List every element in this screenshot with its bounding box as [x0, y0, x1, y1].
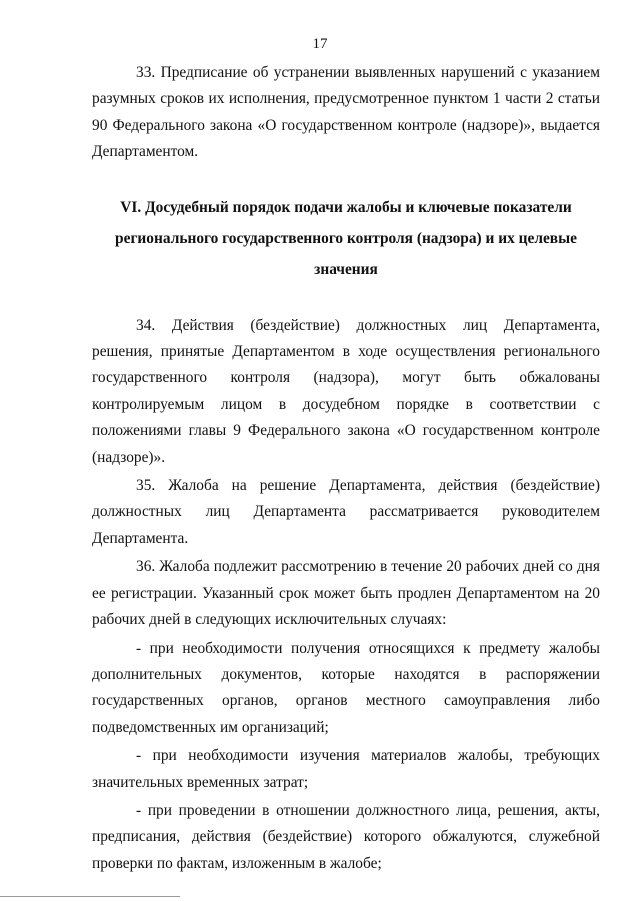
- list-item-study-materials: - при необходимости изучения материалов жалобы, требующих значительных временных затрат;: [92, 747, 600, 791]
- list-item-additional-documents: - при необходимости получения относящихся к предмету жалобы дополнительных документов, которые находятся в распоряжении государственных органов, органов местного самоуправления либо подведомственных им организаций;: [92, 639, 600, 736]
- paragraph-35: 35. Жалоба на решение Департамента, действия (бездействие) должностных лиц Департамента рассматривается руководителем Департамента.: [92, 477, 600, 547]
- paragraph-34: 34. Действия (бездействие) должностных лиц Департамента, решения, принятые Департаментом в ходе осуществления регионального государственного контроля (надзора), могут быть обжалованы контролируемым лицом в досудебном порядке в соответствии с положениями главы 9 Федерального закона «О государственном контроле (надзоре)».: [92, 316, 600, 466]
- footer-divider: [0, 896, 180, 897]
- page-number: 17: [312, 36, 328, 52]
- paragraph-36: 36. Жалоба подлежит рассмотрению в течение 20 рабочих дней со дня ее регистрации. Указанный срок может быть продлен Департаментом на 20 рабочих дней в следующих исключительных случаях:: [92, 558, 600, 629]
- list-item-official-inspection: - при проведении в отношении должностного лица, решения, акты, предписания, действия (бездействие) которого обжалуются, служебной проверки по фактам, изложенным в жалобе;: [92, 801, 600, 872]
- section-heading: VI. Досудебный порядок подачи жалобы и ключевые показатели регионального государственного контроля (надзора) и их целевые значения: [115, 198, 577, 278]
- paragraph-33: 33. Предписание об устранении выявленных нарушений с указанием разумных сроков их исполнения, предусмотренное пунктом 1 части 2 статьи 90 Федерального закона «О государственном контроле (надзоре)», выдается Департаментом.: [92, 64, 600, 161]
- document-body: [92, 60, 600, 877]
